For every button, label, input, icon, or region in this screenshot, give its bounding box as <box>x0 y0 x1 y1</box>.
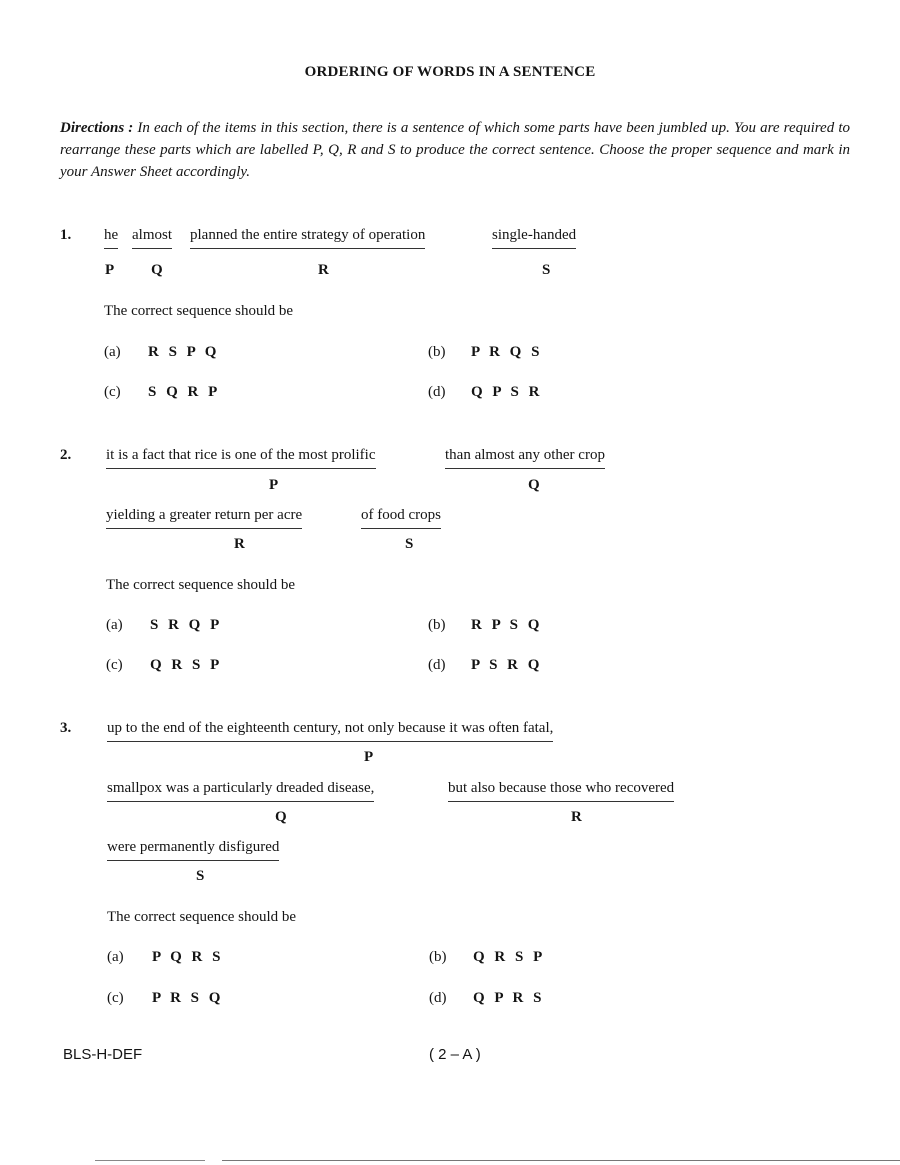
q1-label-q: Q <box>151 262 163 278</box>
q1-option-a-label: (a) <box>104 344 121 360</box>
q2-option-c-value: Q R S P <box>150 657 223 673</box>
q3-segment-r: but also because those who recovered <box>448 780 674 802</box>
q2-option-a-label: (a) <box>106 617 123 633</box>
q3-label-s: S <box>196 868 205 884</box>
q1-option-b-value: P R Q S <box>471 344 543 360</box>
q2-segment-q: than almost any other crop <box>445 447 605 469</box>
q3-option-b-value: Q R S P <box>473 949 546 965</box>
q2-prompt: The correct sequence should be <box>106 577 296 593</box>
q1-label-r: R <box>318 262 329 278</box>
q3-option-a-value: P Q R S <box>152 949 224 965</box>
directions <box>60 117 850 183</box>
question-3-number: 3. <box>60 720 72 736</box>
q2-label-q: Q <box>528 477 540 493</box>
q1-option-c-label: (c) <box>104 384 121 400</box>
q3-label-q: Q <box>275 809 287 825</box>
q2-option-b-label: (b) <box>428 617 446 633</box>
q1-option-c-value: S Q R P <box>148 384 221 400</box>
page-title: ORDERING OF WORDS IN A SENTENCE <box>304 64 596 80</box>
q1-prompt: The correct sequence should be <box>104 303 294 319</box>
q3-option-c-label: (c) <box>107 990 124 1006</box>
q3-option-c-value: P R S Q <box>152 990 224 1006</box>
q2-label-s: S <box>405 536 414 552</box>
q3-label-r: R <box>571 809 582 825</box>
q1-segment-s: single-handed <box>492 227 576 249</box>
q3-option-d-label: (d) <box>429 990 447 1006</box>
q1-label-p: P <box>105 262 115 278</box>
q1-label-s: S <box>542 262 551 278</box>
footer-booklet-code: BLS-H-DEF <box>63 1046 143 1063</box>
q2-segment-p: it is a fact that rice is one of the most prolific <box>106 447 376 469</box>
q2-label-r: R <box>234 536 245 552</box>
directions-text: In each of the items in this section, there is a sentence of which some parts have been jumbled up. You are required to rearrange these parts which are labelled P, Q, R and S to produce the correct sentence. Choose the proper sequence and mark in your Answer Sheet accordingly. <box>60 120 851 180</box>
q3-segment-q: smallpox was a particularly dreaded disease, <box>107 780 374 802</box>
q2-label-p: P <box>269 477 279 493</box>
question-1-number: 1. <box>60 227 72 243</box>
q2-option-a-value: S R Q P <box>150 617 223 633</box>
directions-lead: Directions : <box>60 120 134 136</box>
q2-segment-s: of food crops <box>361 507 441 529</box>
scan-edge-line-right <box>222 1160 900 1161</box>
q2-option-d-label: (d) <box>428 657 446 673</box>
q3-option-b-label: (b) <box>429 949 447 965</box>
q1-segment-p: he <box>104 227 118 249</box>
question-2-number: 2. <box>60 447 72 463</box>
q1-option-a-value: R S P Q <box>148 344 220 360</box>
q3-segment-p: up to the end of the eighteenth century, not only because it was often fatal, <box>107 720 553 742</box>
q1-option-d-label: (d) <box>428 384 446 400</box>
q3-prompt: The correct sequence should be <box>107 909 297 925</box>
q2-option-c-label: (c) <box>106 657 123 673</box>
q1-segment-r: planned the entire strategy of operation <box>190 227 425 249</box>
scan-edge-line-left <box>95 1160 205 1161</box>
q2-option-b-value: R P S Q <box>471 617 543 633</box>
footer-page-number: ( 2 – A ) <box>429 1046 481 1063</box>
q3-option-a-label: (a) <box>107 949 124 965</box>
q1-option-b-label: (b) <box>428 344 446 360</box>
q3-segment-s: were permanently disfigured <box>107 839 279 861</box>
q1-option-d-value: Q P S R <box>471 384 543 400</box>
q2-option-d-value: P S R Q <box>471 657 543 673</box>
q1-segment-q: almost <box>132 227 172 249</box>
q2-segment-r: yielding a greater return per acre <box>106 507 302 529</box>
q3-option-d-value: Q P R S <box>473 990 545 1006</box>
q3-label-p: P <box>364 749 374 765</box>
